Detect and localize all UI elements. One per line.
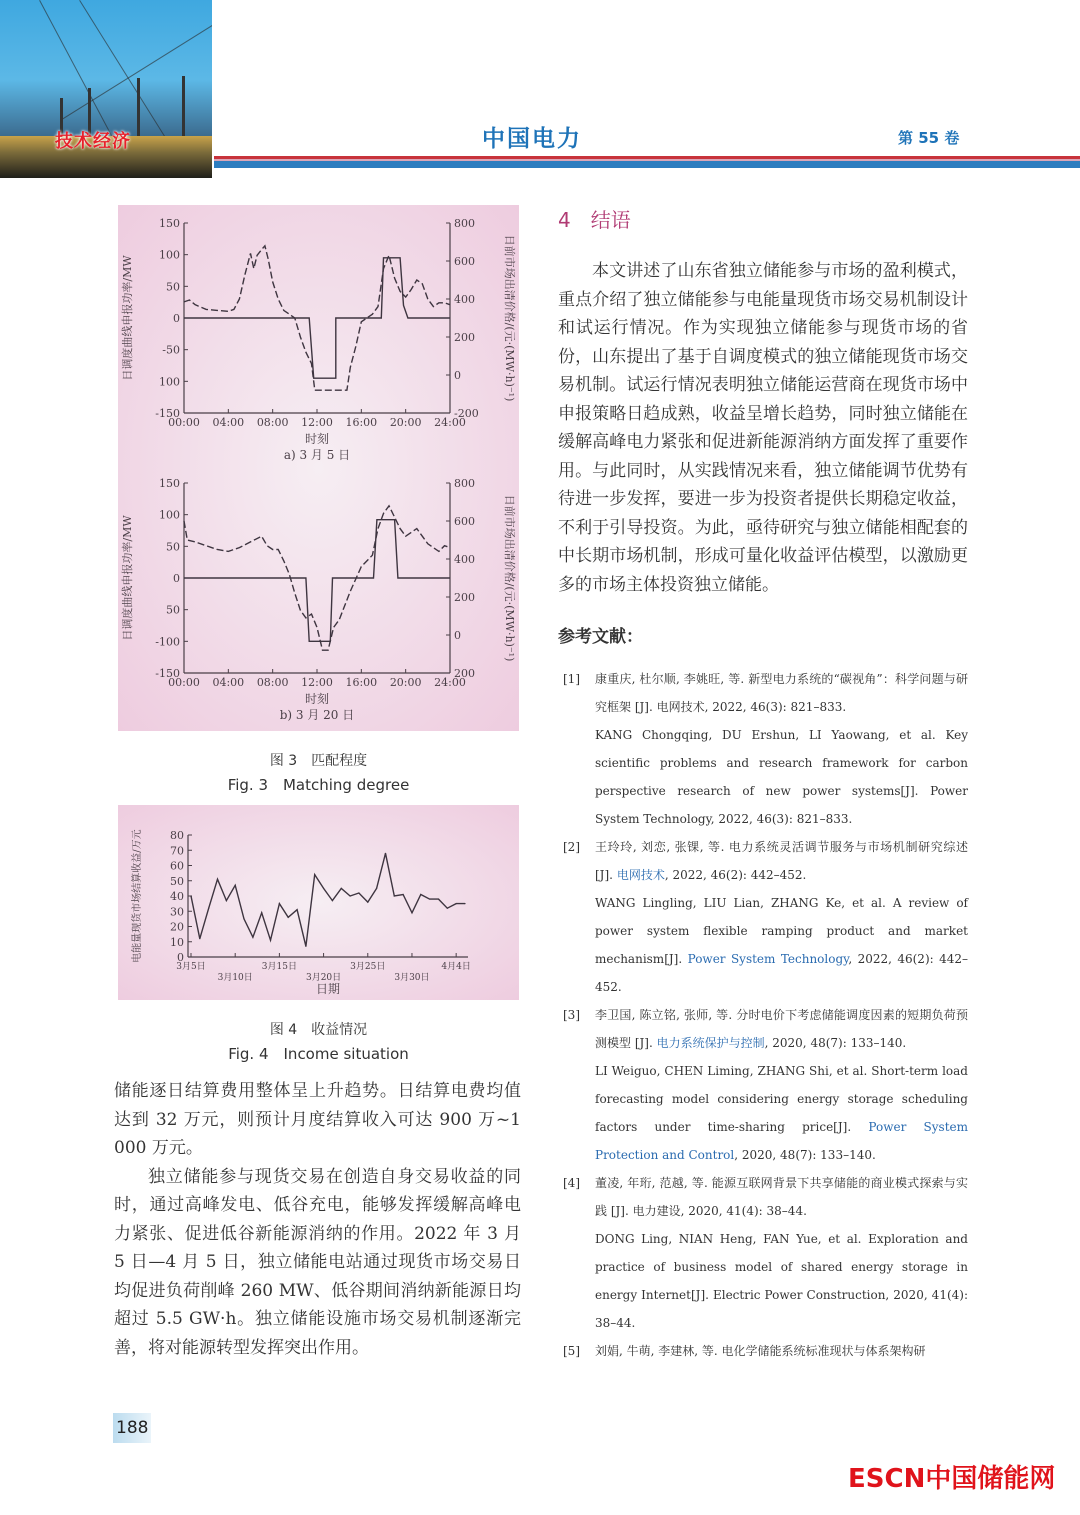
header-divider-blue bbox=[214, 161, 1080, 168]
data-point bbox=[323, 888, 324, 889]
page-number: 188 bbox=[113, 1413, 151, 1443]
data-point bbox=[208, 908, 209, 909]
y2-tick-label: 800 bbox=[454, 217, 475, 230]
y-tick-label: 80 bbox=[170, 829, 184, 842]
y2-tick-label: 800 bbox=[454, 477, 475, 490]
x-axis-label: 日期 bbox=[315, 982, 341, 996]
body-paragraph: 储能逐日结算费用整体呈上升趋势。日结算电费均值达到 32 万元，则预计月度结算收入可达 900 万~1 000 万元。 bbox=[114, 1081, 521, 1158]
reference-item bbox=[558, 1337, 968, 1365]
figure3-caption-en: Fig. 3 Matching degree bbox=[227, 776, 410, 794]
reference-en-tail: , 2022, 46(2): 442–452. bbox=[595, 952, 968, 994]
data-point bbox=[305, 946, 306, 947]
reference-en: WANG Lingling, LIU Lian, ZHANG Ke, et al. A review of power system flexible ramping product and market mechanism[J]. bbox=[595, 896, 968, 966]
chart-subtitle: a) 3 月 5 日 bbox=[283, 448, 351, 462]
y2-tick-label: 200 bbox=[454, 667, 475, 680]
y-tick-label: 70 bbox=[170, 844, 184, 858]
x-tick-label: 04:00 bbox=[212, 676, 245, 689]
journal-link[interactable]: 电力系统保护与控制 bbox=[656, 1036, 765, 1050]
y-tick-label: 0 bbox=[173, 572, 180, 585]
x-axis-label: 时刻 bbox=[304, 432, 330, 446]
chart-b bbox=[118, 465, 519, 731]
x-tick-label: 04:00 bbox=[212, 416, 245, 429]
volume-label: 第 55 卷 bbox=[898, 129, 960, 147]
journal-link[interactable]: 电网技术 bbox=[616, 868, 665, 882]
section-label: 技术经济 bbox=[55, 131, 131, 152]
y-tick-label: -150 bbox=[155, 407, 180, 420]
figure4-panel bbox=[118, 805, 519, 1000]
y2-tick-label: 200 bbox=[454, 591, 475, 604]
income-series-line bbox=[191, 853, 465, 946]
data-point bbox=[394, 895, 395, 896]
y-tick-label: 50 bbox=[166, 603, 180, 617]
x-tick-label: 3月20日 bbox=[305, 973, 342, 983]
y2-tick-label: 0 bbox=[454, 369, 461, 382]
x-tick-label: 3月10日 bbox=[217, 973, 253, 983]
data-point bbox=[438, 898, 439, 899]
data-point bbox=[199, 938, 200, 939]
data-point bbox=[456, 903, 457, 904]
figure3-caption-cn: 图 3 匹配程度 bbox=[269, 753, 368, 769]
y-tick-label: 150 bbox=[159, 477, 180, 490]
reference-cn: 王玲玲, 刘恋, 张锞, 等. 电力系统灵活调节服务与市场机制研究综述 [J]. bbox=[595, 840, 968, 882]
data-point bbox=[314, 874, 315, 875]
data-point bbox=[270, 940, 271, 941]
power-series-line bbox=[184, 520, 450, 642]
y-tick-label: 60 bbox=[170, 859, 184, 873]
x-tick-label: 24:00 bbox=[434, 676, 466, 689]
y-tick-label: 0 bbox=[177, 951, 184, 964]
y-axis-label: 日调度曲线申报功率/MW bbox=[121, 255, 134, 381]
x-tick-label: 3月30日 bbox=[394, 973, 430, 983]
data-point bbox=[296, 909, 297, 910]
x-tick-label: 00:00 bbox=[168, 416, 200, 429]
y-tick-label: 50 bbox=[170, 874, 184, 888]
y-tick-label: 100 bbox=[159, 508, 180, 522]
y-tick-label: -150 bbox=[155, 667, 180, 680]
reference-en: DONG Ling, NIAN Heng, FAN Yue, et al. Exploration and practice of business model of shared energy storage in energy Internet[J]. Electric Power Construction, 2020, 41(4): 38–44. bbox=[595, 1232, 968, 1330]
reference-cn: 康重庆, 杜尔顺, 李姚旺, 等. 新型电力系统的“碳视角”：科学问题与研究框架 [J]. 电网技术, 2022, 46(3): 821–833. bbox=[595, 672, 968, 714]
data-point bbox=[376, 888, 377, 889]
x-tick-label: 08:00 bbox=[256, 416, 289, 429]
journal-title: 中国电力 bbox=[482, 126, 582, 152]
x-tick-label: 16:00 bbox=[345, 416, 378, 429]
watermark-logo: ESCN中国储能网 bbox=[848, 1464, 1056, 1494]
figure4-caption-cn: 图 4 收益情况 bbox=[269, 1022, 368, 1038]
chart-a bbox=[118, 205, 519, 465]
y-axis-label: 日调度曲线申报功率/MW bbox=[121, 515, 134, 641]
data-point bbox=[447, 908, 448, 909]
y2-axis-label: 日前市场出清价格/(元·(MW·h)⁻¹) bbox=[503, 494, 516, 662]
y-tick-label: 20 bbox=[170, 920, 184, 934]
x-tick-label: 4月4日 bbox=[441, 962, 471, 972]
data-point bbox=[429, 898, 430, 899]
y2-tick-label: 200 bbox=[454, 331, 475, 344]
y2-tick-label: 400 bbox=[454, 293, 475, 306]
reference-cn-tail: , 2022, 46(2): 442–452. bbox=[664, 868, 807, 882]
data-point bbox=[235, 885, 236, 886]
body-paragraph: 独立储能参与现货交易在创造自身交易收益的同时，通过高峰发电、低谷充电，能够发挥缓解高峰电力紧张、促进低谷新能源消纳的作用。2022 年 3 月 5 日—4 月 5 日，独立储能电站通过现货市场交易日均促进负荷削峰 260 MW、低谷期间消纳新能源日均超过 5.5 GW·h。独立储能设施市场交易机制逐渐完善，将对能源转型发挥突出作用。 bbox=[114, 1166, 521, 1358]
reference-item bbox=[558, 833, 968, 1001]
x-tick-label: 16:00 bbox=[345, 676, 378, 689]
references-heading: 参考文献： bbox=[558, 627, 643, 647]
data-point bbox=[279, 903, 280, 904]
data-point bbox=[385, 853, 386, 854]
data-point bbox=[411, 912, 412, 913]
y-tick-label: 40 bbox=[170, 890, 184, 903]
data-point bbox=[252, 937, 253, 938]
data-point bbox=[420, 894, 421, 895]
y2-axis-label: 日前市场出清价格/(元·(MW·h)⁻¹) bbox=[503, 234, 516, 402]
data-point bbox=[358, 892, 359, 893]
y-tick-label: 100 bbox=[159, 375, 180, 389]
x-tick-label: 12:00 bbox=[301, 416, 333, 429]
x-tick-label: 20:00 bbox=[389, 416, 422, 429]
chart-income bbox=[118, 805, 519, 1000]
journal-link[interactable]: Power System Technology bbox=[687, 952, 849, 966]
left-column bbox=[114, 1077, 521, 1362]
x-tick-label: 08:00 bbox=[256, 676, 289, 689]
section-heading: 4 结语 bbox=[558, 208, 631, 232]
y2-tick-label: 400 bbox=[454, 553, 475, 566]
figure4-caption-en: Fig. 4 Income situation bbox=[228, 1045, 409, 1063]
reference-item bbox=[558, 1001, 968, 1169]
reference-en-tail: , 2020, 48(7): 133–140. bbox=[734, 1148, 876, 1162]
y-tick-label: 10 bbox=[170, 935, 184, 949]
y-tick-label: 100 bbox=[159, 248, 180, 262]
x-tick-label: 20:00 bbox=[389, 676, 422, 689]
reference-number: [1] bbox=[563, 672, 580, 686]
reference-cn: 李卫国, 陈立铭, 张师, 等. 分时电价下考虑储能调度因素的短期负荷预测模型 [J]. bbox=[595, 1008, 968, 1050]
reference-number: [3] bbox=[563, 1008, 580, 1022]
y-tick-label: 150 bbox=[159, 217, 180, 230]
power-series-line bbox=[184, 258, 450, 378]
x-tick-label: 00:00 bbox=[168, 676, 200, 689]
data-point bbox=[288, 917, 289, 918]
y2-tick-label: 600 bbox=[454, 515, 475, 528]
figure3-panel bbox=[118, 205, 519, 731]
reference-item bbox=[558, 1169, 968, 1337]
journal-link[interactable]: Power System Protection and Control bbox=[595, 1120, 969, 1162]
data-point bbox=[464, 903, 465, 904]
conclusion-paragraph: 本文讲述了山东省独立储能参与市场的盈利模式，重点介绍了独立储能参与电能量现货市场交易机制设计和试运行情况。作为实现独立储能参与现货市场的省份，山东提出了基于自调度模式的独立储能现货市场交易机制。试运行情况表明独立储能运营商在现货市场中申报策略日趋成熟，收益呈增长趋势，同时独立储能在缓解高峰电力紧张和促进新能源消纳方面发挥了重要作用。与此同时，从实践情况来看，独立储能调节优势有待进一步发挥，要进一步为投资者提供长期稳定收益，不利于引导投资。为此，亟待研究与独立储能相配套的中长期市场机制，形成可量化收益评估模型，以激励更多的市场主体投资独立储能。 bbox=[558, 261, 968, 595]
data-point bbox=[349, 895, 350, 896]
data-point bbox=[332, 900, 333, 901]
reference-cn: 刘娟, 牛萌, 李建林, 等. 电化学储能系统标准现状与体系架构研 bbox=[595, 1344, 926, 1358]
reference-cn-tail: , 2020, 48(7): 133–140. bbox=[764, 1036, 907, 1050]
y-tick-label: -50 bbox=[162, 343, 180, 357]
y2-tick-label: 0 bbox=[454, 629, 461, 642]
reference-item bbox=[558, 665, 968, 833]
x-tick-label: 3月15日 bbox=[261, 962, 297, 972]
reference-cn: 董凌, 年珩, 范越, 等. 能源互联网背景下共享储能的商业模式探索与实践 [J]. 电力建设, 2020, 41(4): 38–44. bbox=[595, 1176, 968, 1218]
data-point bbox=[403, 894, 404, 895]
chart-subtitle: b) 3 月 20 日 bbox=[279, 708, 355, 722]
data-point bbox=[190, 895, 191, 896]
y-axis-label: 电能量现货市场结算收益/万元 bbox=[132, 829, 143, 963]
y-tick-label: -100 bbox=[155, 635, 180, 649]
x-tick-label: 3月5日 bbox=[176, 962, 206, 972]
right-column bbox=[558, 205, 968, 1365]
data-point bbox=[261, 912, 262, 913]
x-tick-label: 24:00 bbox=[434, 416, 466, 429]
x-axis-label: 时刻 bbox=[304, 692, 330, 706]
reference-number: [2] bbox=[563, 840, 580, 854]
data-point bbox=[367, 902, 368, 903]
reference-en: LI Weiguo, CHEN Liming, ZHANG Shi, et al. Short-term load forecasting model considering energy storage scheduling factors under time-sharing price[J]. bbox=[595, 1064, 968, 1134]
data-point bbox=[226, 900, 227, 901]
y-tick-label: 50 bbox=[166, 280, 180, 294]
reference-number: [5] bbox=[563, 1344, 580, 1358]
x-tick-label: 3月25日 bbox=[350, 962, 386, 972]
data-point bbox=[243, 918, 244, 919]
reference-en: KANG Chongqing, DU Ershun, LI Yaowang, et al. Key scientific problems and research framework for carbon perspective research of new power systems[J]. Power System Technology, 2022, 46(3): 821–833. bbox=[595, 728, 968, 826]
y-tick-label: 30 bbox=[170, 905, 184, 919]
y-tick-label: 0 bbox=[173, 312, 180, 325]
x-tick-label: 12:00 bbox=[301, 676, 333, 689]
y-tick-label: 50 bbox=[166, 540, 180, 554]
reference-number: [4] bbox=[563, 1176, 580, 1190]
y2-tick-label: 600 bbox=[454, 255, 475, 268]
y2-tick-label: -200 bbox=[454, 407, 479, 420]
data-point bbox=[217, 879, 218, 880]
data-point bbox=[341, 888, 342, 889]
